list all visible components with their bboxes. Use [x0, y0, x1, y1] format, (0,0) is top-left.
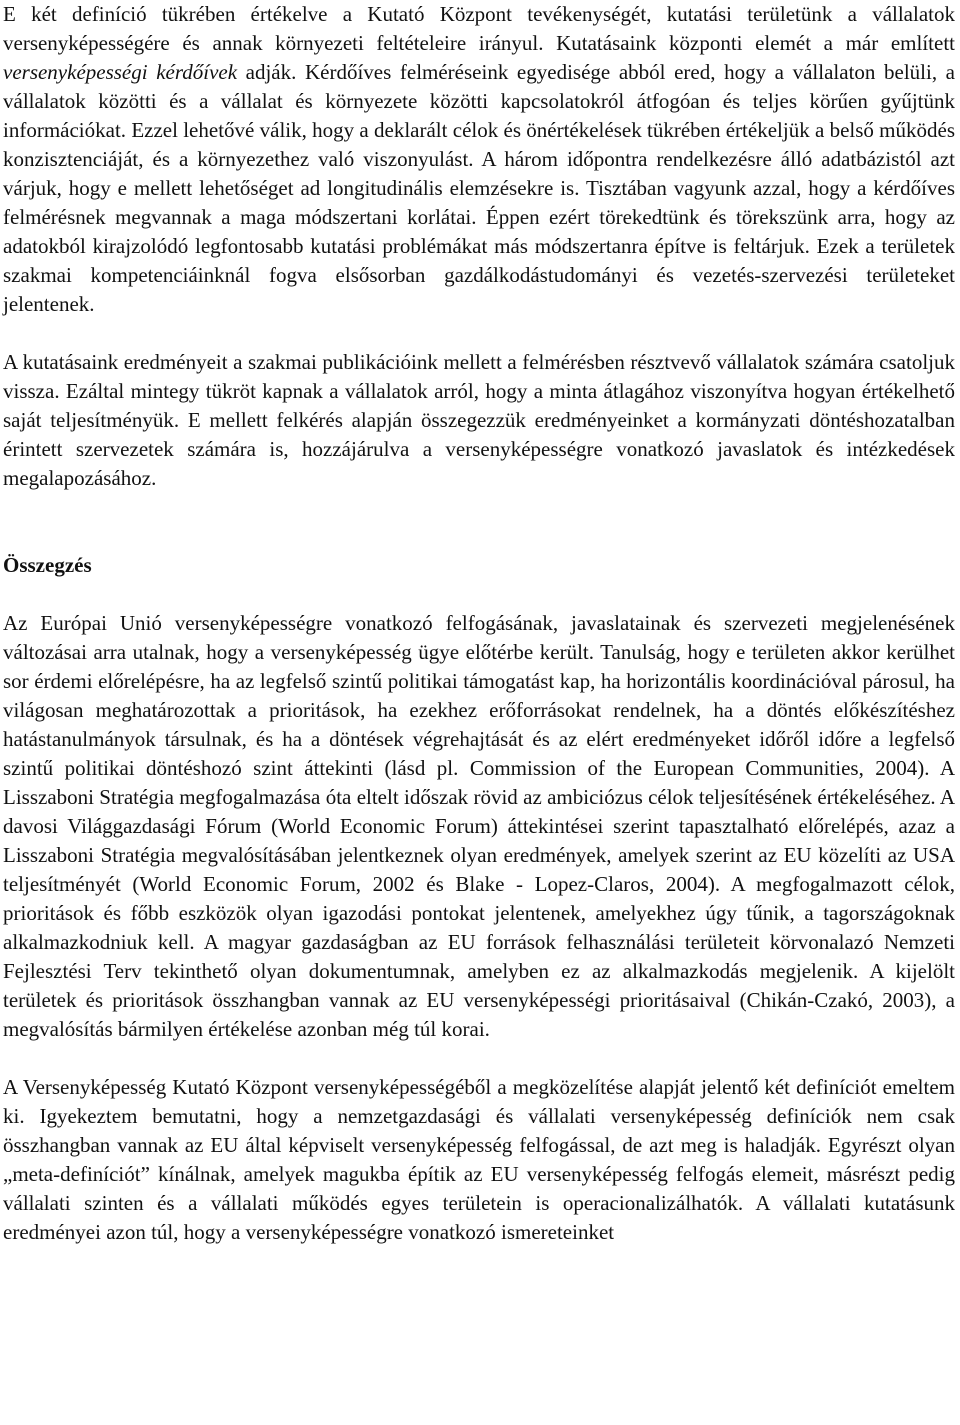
document-page: [3, 0, 955, 1247]
paragraph-results-feedback: A kutatásaink eredményeit a szakmai publikációink mellett a felmérésben résztvevő vállalatok számára csatoljuk vissza. Ezáltal mintegy tükröt kapnak a vállalatok arról, hogy a minta átlagához viszonyítva hogyan értékelhető saját teljesítményük. E mellett felkérés alapján összegezzük eredményeinket a kormányzati döntéshozatalban érintett szervezetek számára is, hozzájárulva a versenyképességre vonatkozó javaslatok és intézkedések megalapozásához.: [3, 350, 955, 490]
paragraph-definitions: A Versenyképesség Kutató Központ versenyképességéből a megközelítése alapját jelentő két definíciót emeltem ki. Igyekeztem bemutatni, hogy a nemzetgazdasági és vállalati versenyképesség definíciók nem csak összhangban vannak az EU által képviselt versenyképesség felfogással, de azt meg is haladják. Egyrészt olyan „meta-definíciót” kínálnak, amelyek magukba építik az EU versenyképesség felfogás elemeit, másrészt pedig vállalati szinten és a vállalati működés egyes területein is operacionalizálhatók. A vállalati kutatásunk eredményei azon túl, hogy a versenyképességre vonatkozó ismereteinket: [3, 1075, 955, 1244]
paragraph-research-focus: [3, 0, 955, 319]
paragraph-eu-competitiveness: Az Európai Unió versenyképességre vonatkozó felfogásának, javaslatainak és szervezeti megjelenésének változásai arra utalnak, hogy a versenyképesség ügye előtérbe került. Tanulság, hogy e területen akkor kerülhet sor érdemi előrelépésre, ha az legfelső szintű politikai támogatást kap, ha horizontális koordinációval párosul, ha világosan meghatározottak a prioritások, ha ezekhez erőforrásokat rendelnek, ha a döntés előkészítéshez hatástanulmányok társulnak, és ha a döntések végrehajtását és az elért eredményeket időről időre a legfelső szintű politikai döntéshozó szint áttekinti (lásd pl. Commission of the European Communities, 2004). A Lisszaboni Stratégia megfogalmazása óta eltelt időszak rövid az ambiciózus célok teljesítésének értékeléséhez. A davosi Világgazdasági Fórum (World Economic Forum) áttekintései szerint tapasztalható előrelépés, azaz a Lisszaboni Stratégia megvalósításában jelentkeznek olyan eredmények, amelyek szerint az EU közelíti az USA teljesítményét (World Economic Forum, 2002 és Blake - Lopez-Claros, 2004). A megfogalmazott célok, prioritások és főbb eszközök olyan igazodási pontokat jelentenek, amelyekhez úgy tűnik, a tagországoknak alkalmazkodniuk kell. A magyar gazdaságban az EU források felhasználási területeit körvonalazó Nemzeti Fejlesztési Terv tekinthető olyan dokumentumnak, amelyben ez az alkalmazkodás megjelenik. A kijelölt területek és prioritások összhangban vannak az EU versenyképességi prioritásaival (Chikán-Czakó, 2003), a megvalósítás bármilyen értékelése azonban még túl korai.: [3, 611, 955, 1041]
section-spacer: [3, 493, 955, 551]
paragraph-spacer: [3, 319, 955, 348]
paragraph-spacer: [3, 580, 955, 609]
questionnaire-term: versenyképességi kérdőívek: [3, 60, 238, 84]
paragraph-research-focus-text-end: adják. Kérdőíves felméréseink egyedisége abból ered, hogy a vállalaton belüli, a vállalatok közötti és a vállalat és környezete közötti kapcsolatokról átfogóan és teljes körűen gyűjtünk információkat. Ezzel lehetővé válik, hogy a deklarált célok és önértékelések tükrében értékeljük a belső működés konzisztenciáját, és a környezethez való viszonyulást. A három időpontra rendelkezésre álló adatbázistól azt várjuk, hogy e mellett lehetőséget ad longitudinális elemzésekre is. Tisztában vagyunk azzal, hogy a kérdőíves felmérésnek megvannak a maga módszertani korlátai. Éppen ezért törekedtünk és törekszünk arra, hogy az adatokból kirajzolódó legfontosabb kutatási problémákat más módszertanra építve is feltárjuk. Ezek a területek szakmai kompetenciáinknál fogva elsősorban gazdálkodástudományi és vezetés-szervezési területeket jelentenek.: [3, 60, 956, 316]
paragraph-research-focus-text-start: E két definíció tükrében értékelve a Kutató Központ tevékenységét, kutatási területünk a vállalatok versenyképességére és annak környezeti feltételeire irányul. Kutatásaink központi elemét a már említett: [3, 2, 955, 55]
section-heading-summary: Összegzés: [3, 553, 92, 577]
paragraph-spacer: [3, 1044, 955, 1073]
